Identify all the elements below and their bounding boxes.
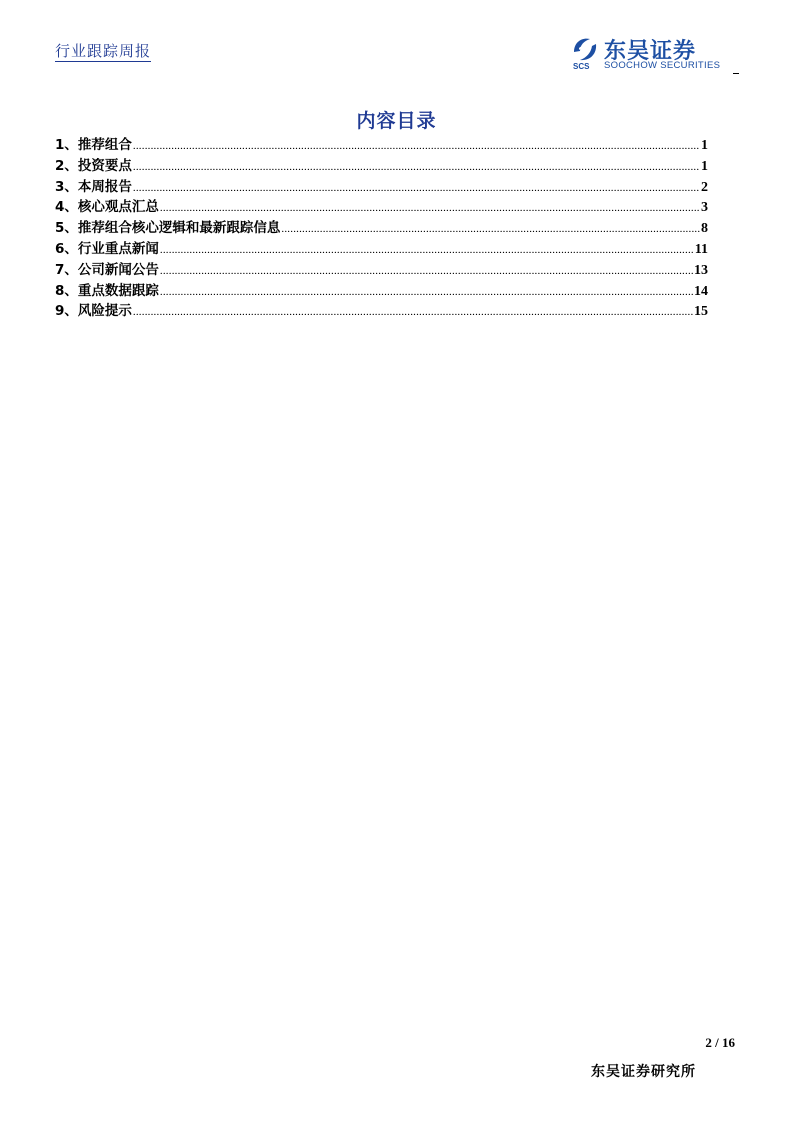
scs-logo-icon bbox=[570, 34, 600, 70]
toc-item-page: 13 bbox=[694, 262, 708, 278]
toc-item[interactable] bbox=[55, 195, 708, 216]
toc-leader-dots bbox=[133, 140, 700, 152]
toc-item-label: 9、风险提示 bbox=[55, 303, 132, 320]
toc-item-label: 6、行业重点新闻 bbox=[55, 240, 159, 257]
toc-leader-dots bbox=[133, 182, 700, 194]
toc-item[interactable] bbox=[55, 237, 708, 258]
toc-item-page: 8 bbox=[701, 221, 708, 237]
toc-item[interactable] bbox=[55, 279, 708, 300]
toc-item-label: 5、推荐组合核心逻辑和最新跟踪信息 bbox=[55, 220, 281, 237]
toc-item[interactable] bbox=[55, 258, 708, 279]
toc-item[interactable] bbox=[55, 299, 708, 320]
toc-item[interactable] bbox=[55, 133, 708, 154]
toc-item-page: 2 bbox=[701, 179, 708, 195]
toc-item-page: 11 bbox=[694, 241, 708, 257]
toc-item-label: 7、公司新闻公告 bbox=[55, 261, 159, 278]
toc-title: 内容目录 bbox=[356, 110, 437, 132]
toc-item-page: 1 bbox=[701, 138, 708, 153]
toc-leader-dots bbox=[133, 306, 693, 318]
page-number: 2 / 16 bbox=[705, 1035, 735, 1050]
toc-leader-dots bbox=[160, 244, 694, 256]
toc-item[interactable] bbox=[55, 154, 708, 175]
logo-mark-text: SCS bbox=[573, 62, 590, 70]
logo-chinese-name: 东吴证券 bbox=[604, 39, 697, 64]
table-of-contents bbox=[55, 133, 708, 320]
toc-item[interactable] bbox=[55, 175, 708, 196]
toc-leader-dots bbox=[160, 202, 700, 214]
toc-item-page: 14 bbox=[694, 283, 708, 299]
toc-leader-dots bbox=[160, 265, 693, 277]
toc-item[interactable] bbox=[55, 216, 708, 237]
toc-item-label: 1、推荐组合 bbox=[55, 137, 132, 153]
toc-leader-dots bbox=[133, 161, 700, 173]
logo-english-name: SOOCHOW SECURITIES bbox=[604, 60, 721, 71]
toc-item-label: 4、核心观点汇总 bbox=[55, 199, 159, 216]
header-tick-mark bbox=[733, 73, 739, 74]
header-underline bbox=[55, 61, 151, 62]
company-logo bbox=[570, 34, 735, 74]
toc-leader-dots bbox=[281, 223, 700, 235]
toc-item-page: 1 bbox=[701, 158, 708, 174]
toc-leader-dots bbox=[160, 286, 693, 298]
report-type-label: 行业跟踪周报 bbox=[55, 42, 152, 60]
toc-item-page: 3 bbox=[701, 200, 708, 216]
toc-item-page: 15 bbox=[694, 304, 708, 320]
toc-item-label: 3、本周报告 bbox=[55, 178, 132, 195]
toc-item-label: 8、重点数据跟踪 bbox=[55, 282, 159, 299]
toc-item-label: 2、投资要点 bbox=[55, 157, 132, 174]
footer-organization: 东吴证券研究所 bbox=[591, 1064, 696, 1080]
